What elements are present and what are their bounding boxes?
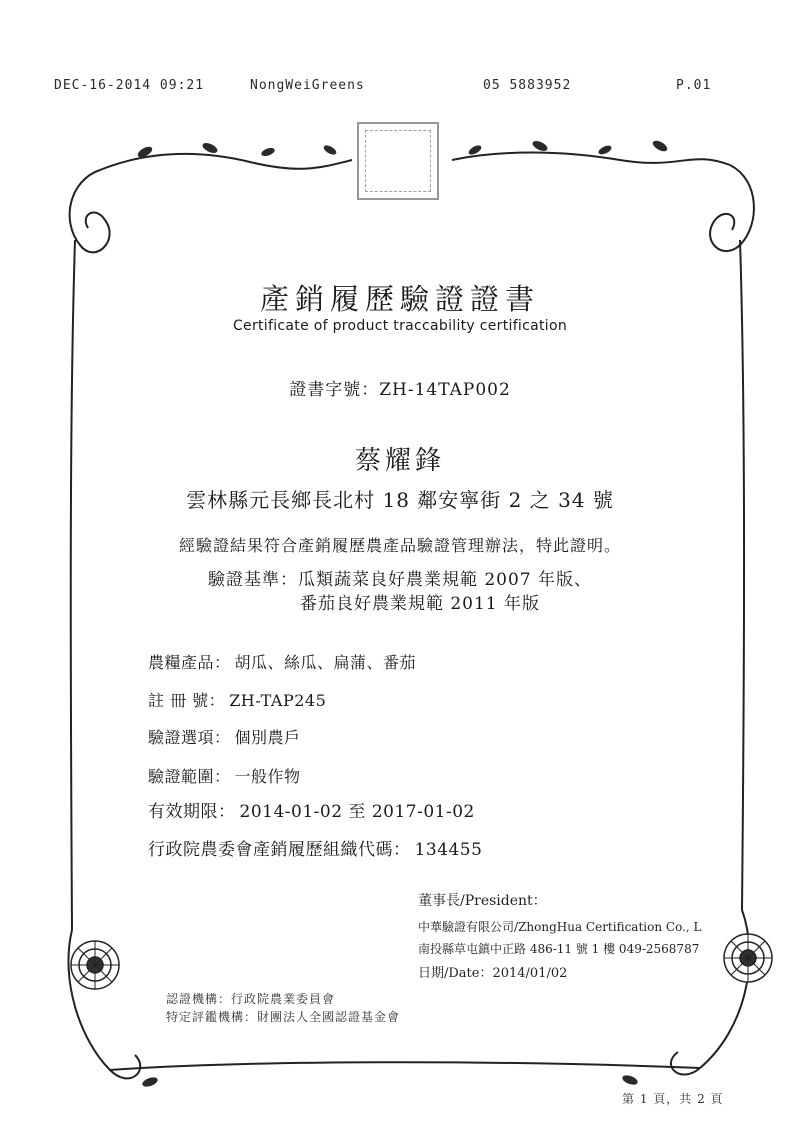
fax-sender: NongWeiGreens: [250, 78, 365, 93]
products-value: 胡瓜、絲瓜、扁蒲、番茄: [234, 653, 417, 672]
issue-date: 日期/Date：2014/01/02: [418, 966, 568, 981]
accreditation-authority: 認證機構：行政院農業委員會: [166, 992, 336, 1006]
leaf-icon: [531, 139, 549, 153]
certificate-number: 證書字號：ZH-14TAP002: [289, 380, 511, 400]
validity-field: [148, 797, 475, 822]
option-field: [148, 725, 301, 748]
leaf-icon: [597, 144, 613, 156]
bottom-left-flower-icon: [71, 941, 119, 989]
holder-address: 雲林縣元長鄉長北村 18 鄰安寧街 2 之 34 號: [186, 488, 614, 512]
top-left-vine: [100, 154, 352, 170]
leaf-icon: [141, 1076, 159, 1089]
registration-value: ZH-TAP245: [229, 691, 327, 710]
top-left-scroll: [70, 170, 110, 252]
option-label: 驗證選項：: [148, 728, 231, 747]
holder-name: 蔡耀鋒: [354, 446, 445, 476]
scope-field: [148, 764, 301, 787]
bottom-border-line: [110, 1062, 700, 1070]
accreditation-body: 特定評鑑機構：財團法人全國認證基金會: [166, 1010, 401, 1024]
option-value: 個別農戶: [234, 728, 301, 747]
leaf-icon: [621, 1074, 639, 1087]
products-label: 農糧產品：: [148, 653, 231, 672]
products-field: [148, 650, 416, 673]
leaf-icon: [201, 141, 219, 155]
leaf-icon: [260, 146, 276, 157]
validity-label: 有效期限：: [148, 802, 236, 822]
top-right-vine: [452, 153, 730, 166]
scope-label: 驗證範圍：: [148, 767, 231, 786]
validity-value: 2014-01-02 至 2017-01-02: [239, 802, 475, 822]
certificate-title-zh: 產銷履歷驗證證書: [259, 282, 540, 316]
certificate-title-en: Certificate of product traccability certification: [232, 318, 568, 334]
page-indicator: 第 1 頁，共 2 頁: [622, 1092, 724, 1106]
president-label: 董事長/President：: [418, 893, 547, 909]
standard-line-1: 驗證基準：瓜類蔬菜良好農業規範 2007 年版、: [207, 570, 593, 590]
issuer-address: 南投縣草屯鎮中正路 486-11 號 1 樓 049-2568787: [418, 942, 700, 956]
fax-page: P.01: [676, 78, 712, 93]
organization-code-field: [148, 835, 482, 860]
scope-value: 一般作物: [234, 767, 301, 786]
standard-line-2: 番茄良好農業規範 2011 年版: [299, 594, 541, 614]
seal-stamp: [357, 122, 439, 200]
bottom-right-flower-icon: [724, 934, 772, 982]
fax-phone: 05 5883952: [483, 78, 572, 93]
top-right-scroll: [710, 165, 754, 251]
fax-datetime: DEC-16-2014 09:21: [54, 78, 205, 93]
organization-code-label: 行政院農委會產銷履歷組織代碼：: [148, 840, 411, 860]
registration-field: [148, 688, 326, 711]
registration-label: 註 冊 號：: [148, 691, 226, 710]
organization-code-value: 134455: [414, 840, 483, 860]
issuer-organization: 中華驗證有限公司/ZhongHua Certification Co., L: [418, 920, 702, 934]
leaf-icon: [651, 139, 669, 154]
leaf-icon: [322, 143, 338, 156]
certification-statement: 經驗證結果符合產銷履歷農產品驗證管理辦法，特此證明。: [178, 536, 621, 555]
